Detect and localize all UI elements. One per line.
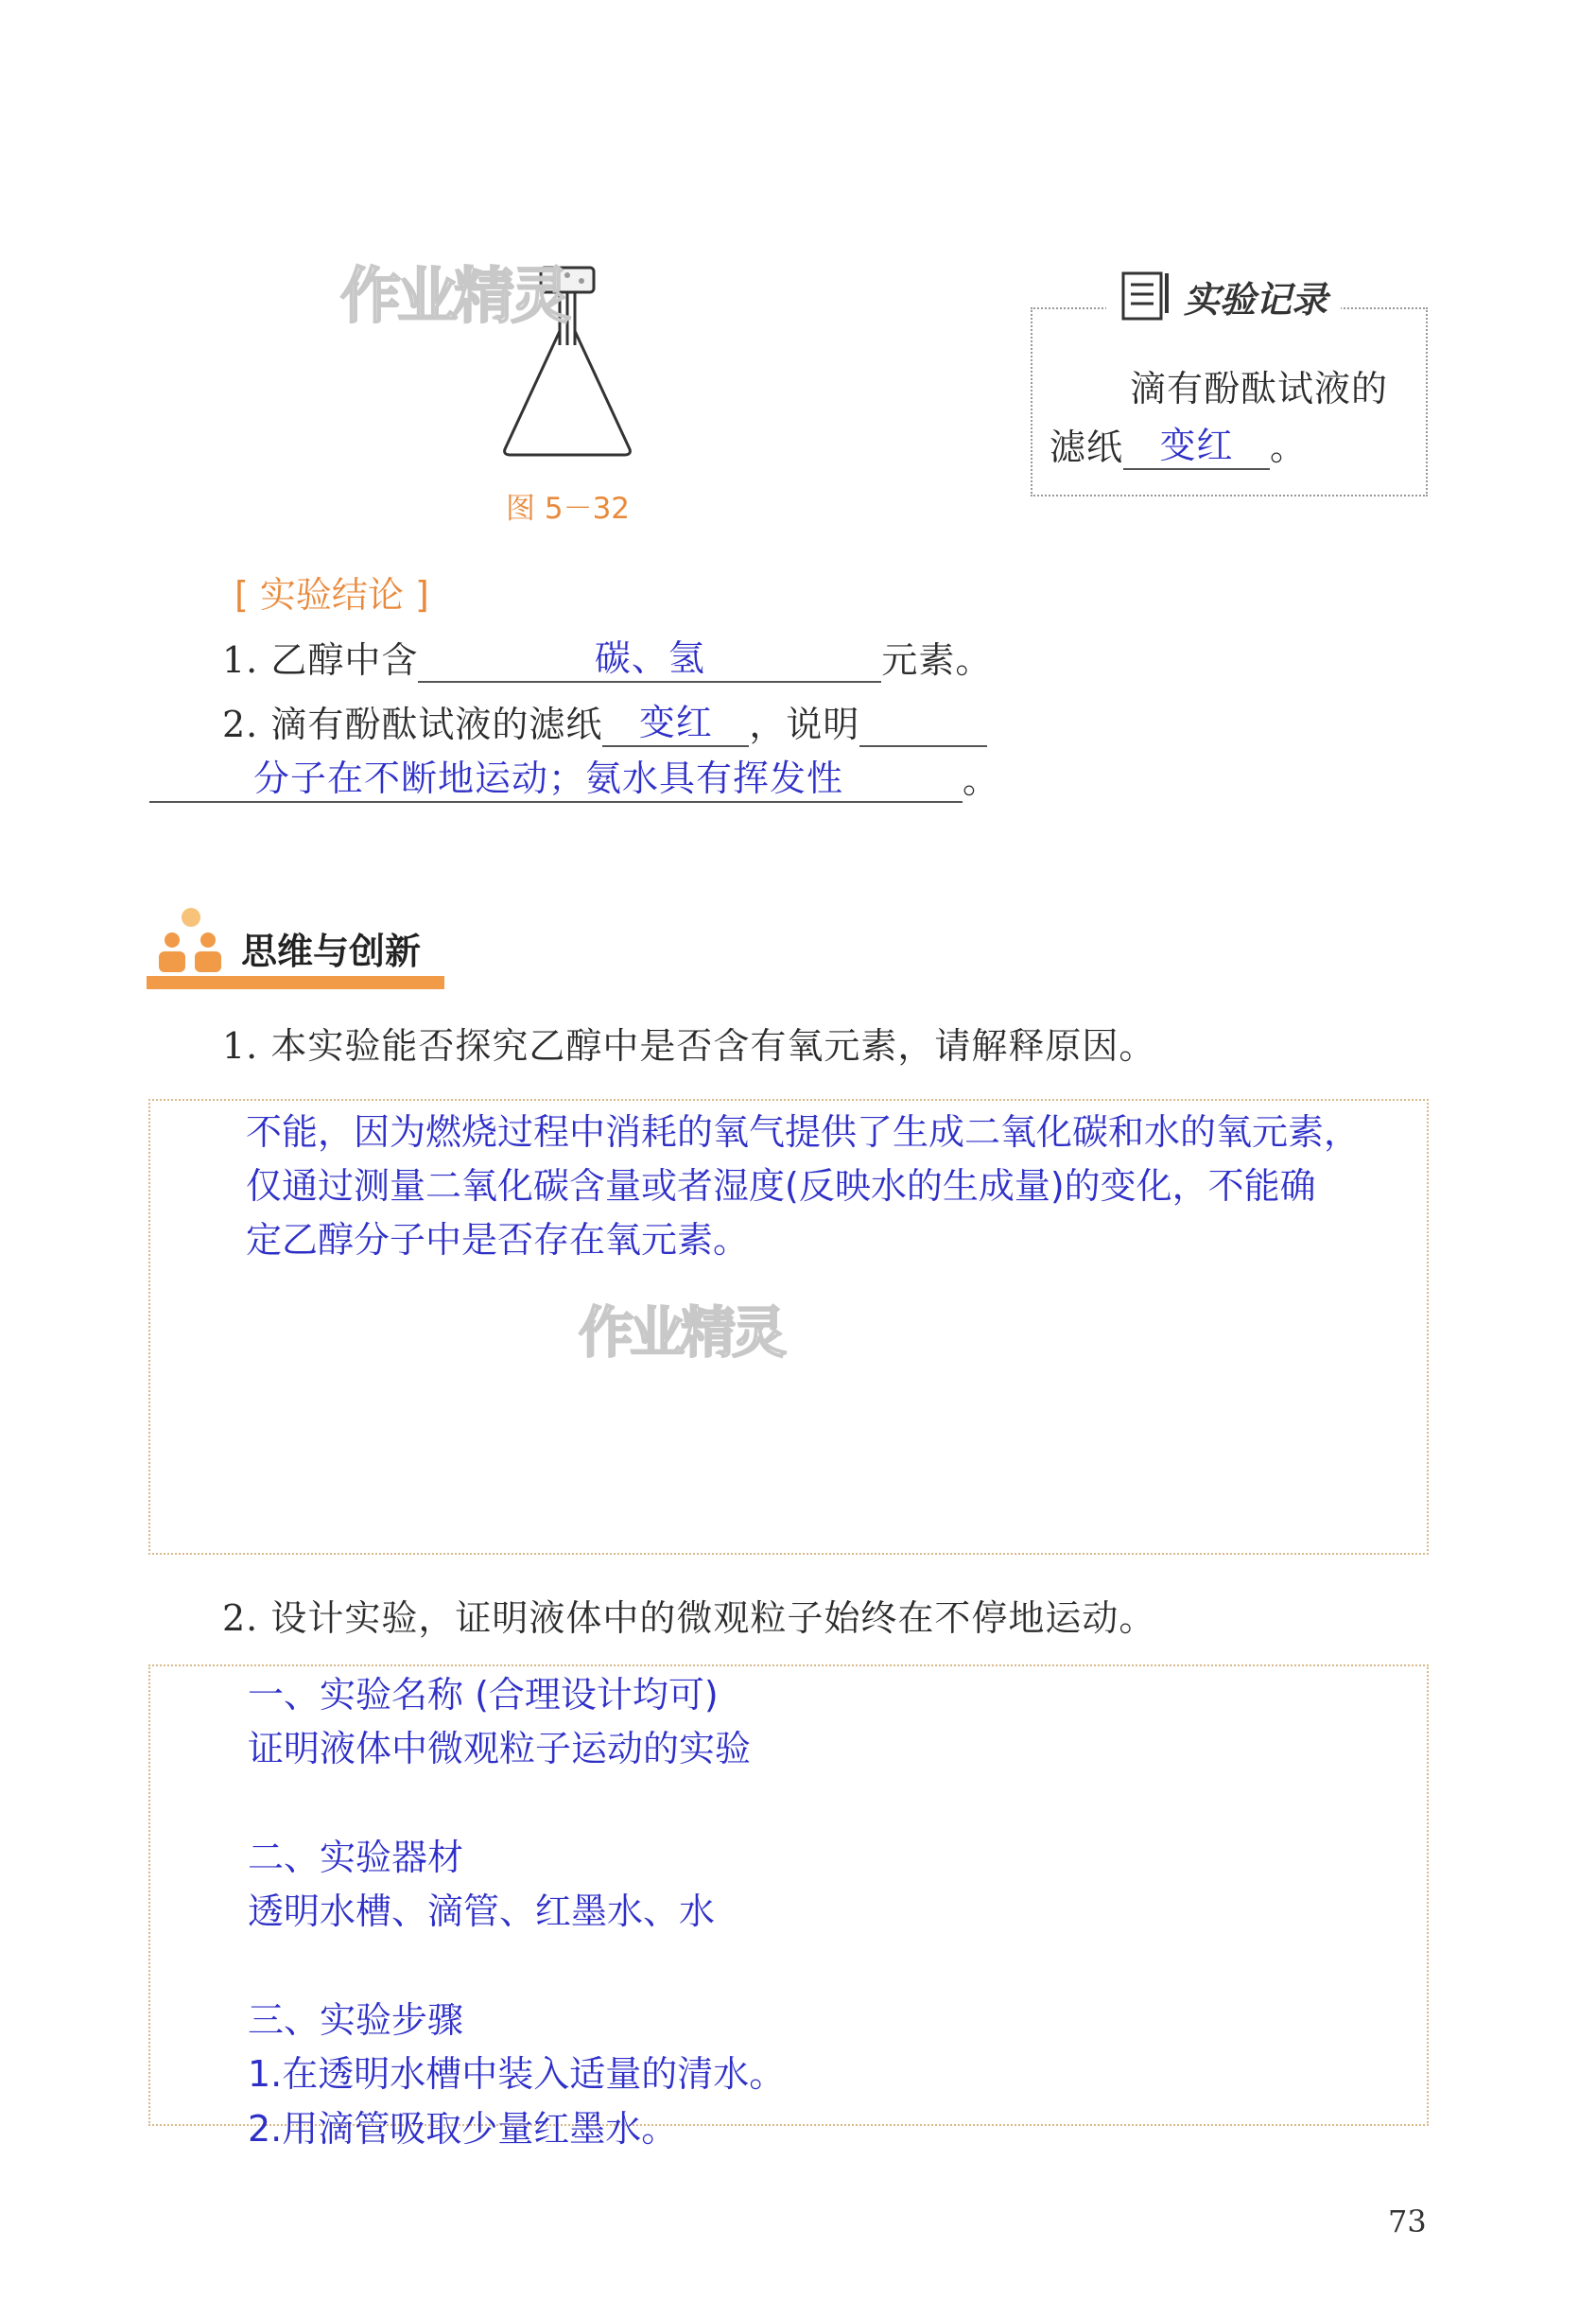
conclusion-item-1 xyxy=(222,629,992,683)
record-header xyxy=(1106,270,1341,322)
conclusion-item-2-prefix: 2. 滴有酚酞试液的滤纸 xyxy=(222,704,603,745)
answer-1-line-1: 不能，因为燃烧过程中消耗的氧气提供了生成二氧化碳和水的氧元素， xyxy=(246,1111,1361,1153)
people-icon xyxy=(151,906,232,982)
question-2: 2. 设计实验，证明液体中的微观粒子始终在不停地运动。 xyxy=(222,1597,1156,1639)
answer-2-line-8: 1.在透明水槽中装入适量的清水。 xyxy=(248,2053,786,2095)
figure-caption: 图 5－32 xyxy=(506,492,631,526)
conclusion-item-1-prefix: 1. 乙醇中含 xyxy=(222,639,419,681)
record-line-2 xyxy=(1050,416,1307,470)
record-answer: 变红 xyxy=(1123,416,1270,470)
section-underline xyxy=(147,976,444,989)
conclusion-item-2-answer: 变红 xyxy=(602,693,749,747)
section-title: 思维与创新 xyxy=(241,931,422,972)
answer-1-line-3: 定乙醇分子中是否存在氧元素。 xyxy=(246,1219,750,1261)
answer-2-line-1: 一、实验名称 (合理设计均可) xyxy=(248,1674,719,1716)
answer-2-line-5: 透明水槽、滴管、红墨水、水 xyxy=(248,1890,716,1932)
answer-2-line-2: 证明液体中微观粒子运动的实验 xyxy=(248,1728,752,1769)
record-title: 实验记录 xyxy=(1184,278,1328,321)
question-1: 1. 本实验能否探究乙醇中是否含有氧元素，请解释原因。 xyxy=(222,1025,1156,1067)
record-line-1: 滴有酚酞试液的 xyxy=(1130,368,1389,409)
conclusion-item-2-suffix: 。 xyxy=(963,759,1000,801)
answer-2-line-4: 二、实验器材 xyxy=(248,1837,464,1878)
conclusion-item-2 xyxy=(222,693,987,747)
record-line-2-suffix: 。 xyxy=(1270,427,1308,468)
record-line-2-prefix: 滤纸 xyxy=(1050,427,1124,468)
conclusion-item-1-suffix: 元素。 xyxy=(881,639,993,681)
page-number: 73 xyxy=(1388,2204,1427,2239)
answer-2-line-7: 三、实验步骤 xyxy=(248,1999,464,2041)
conclusion-heading: [ 实验结论 ] xyxy=(234,574,429,616)
answer-1-line-2: 仅通过测量二氧化碳含量或者湿度(反映水的生成量)的变化，不能确 xyxy=(246,1165,1316,1207)
watermark-2: 作业精灵 xyxy=(579,1300,784,1365)
conclusion-item-2-middle: ，说明 xyxy=(749,704,860,745)
conclusion-item-1-answer: 碳、氢 xyxy=(418,629,881,683)
conclusion-item-2-blank xyxy=(859,704,987,747)
answer-2-line-9: 2.用滴管吸取少量红墨水。 xyxy=(248,2108,678,2150)
conclusion-item-2-answer-2: 分子在不断地运动；氨水具有挥发性 xyxy=(149,749,963,803)
watermark: 作业精灵 xyxy=(340,262,567,332)
conclusion-item-2-line-2 xyxy=(149,749,999,803)
notebook-icon xyxy=(1119,270,1174,322)
